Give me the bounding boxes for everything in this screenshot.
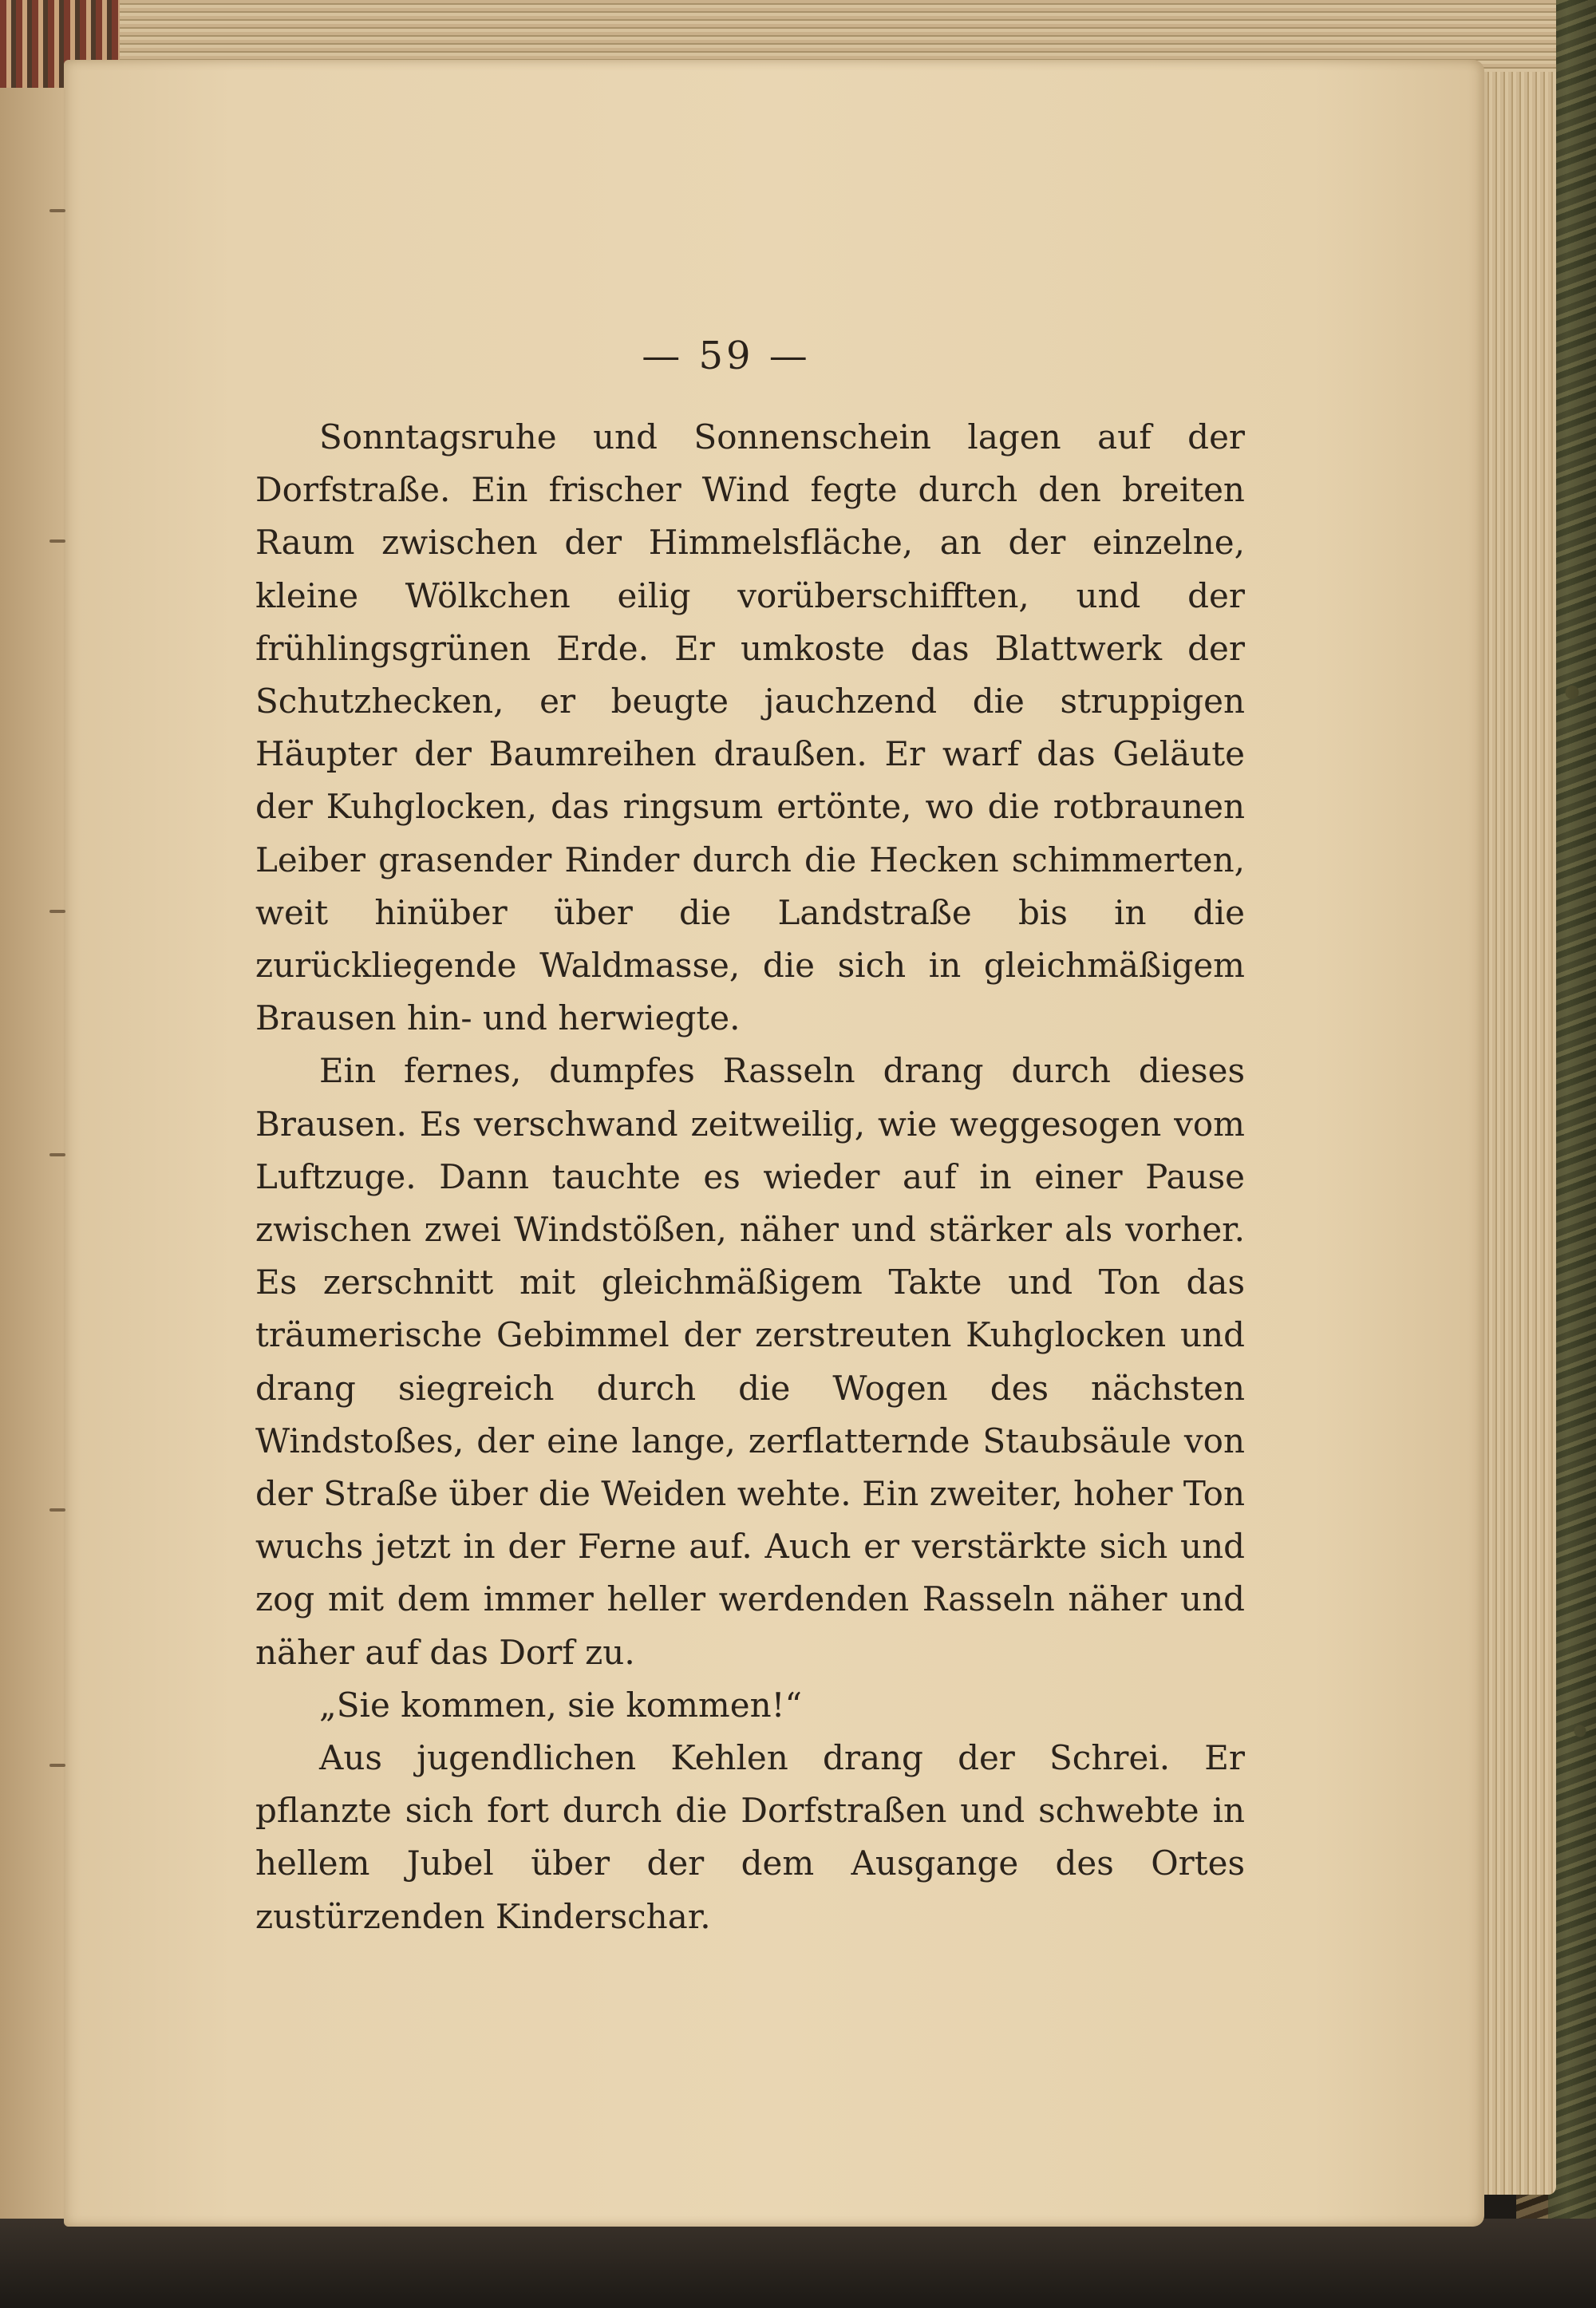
binding-stitch (49, 1764, 65, 1767)
binding-stitch (49, 209, 65, 212)
quote-paragraph: „Sie kommen, sie kommen!“ (319, 1685, 803, 1725)
binding-stitch (49, 1508, 65, 1512)
paragraph: Aus jugendlichen Kehlen drang der Schrei. Er pflanzte sich fort durch die Dorfstraßen und schwebte in hellem Jubel über der dem Ausgange des Ortes zustürzenden Kinderschar. (255, 1738, 1245, 1936)
body-text (255, 411, 1245, 1943)
bottom-shadow (0, 2219, 1596, 2308)
binding-stitch (49, 539, 65, 543)
binding-stitch (49, 910, 65, 913)
paragraph: Ein fernes, dumpfes Rasseln drang durch dieses Brausen. Es verschwand zeitweilig, wie weggesogen vom Luftzuge. Dann tauchte es wieder auf in einer Pause zwischen zwei Windstößen, näher und stärker als vorher. Es zerschnitt mit gleichmäßigem Takte und Ton das träumerische Gebimmel der zerstreuten Kuhglocken und drang siegreich durch die Wogen des nächsten Windstoßes, der eine lange, zerflatternde Staubsäule von der Straße über die Weiden wehte. Ein zweiter, hoher Ton wuchs jetzt in der Ferne auf. Auch er verstärkte sich und zog mit dem immer heller werdenden Rasseln näher und näher auf das Dorf zu. (255, 1051, 1245, 1672)
page-number: — 59 — (642, 334, 811, 378)
paragraph: Sonntagsruhe und Sonnenschein lagen auf der Dorfstraße. Ein frischer Wind fegte durch den breiten Raum zwischen der Himmelsfläche, an der einzelne, kleine Wölkchen eilig vorüberschifften, und der frühlingsgrünen Erde. Er umkoste das Blattwerk der Schutzhecken, er beugte jauchzend die struppigen Häupter der Baumreihen draußen. Er warf das Geläute der Kuhglocken, das ringsum ertönte, wo die rotbraunen Leiber grasender Rinder durch die Hecken schimmerten, weit hinüber über die Landstraße bis in die zurückliegende Waldmasse, die sich in gleichmäßigem Brausen hin- und herwiegte. (255, 417, 1245, 1038)
binding-stitch (49, 1153, 65, 1156)
